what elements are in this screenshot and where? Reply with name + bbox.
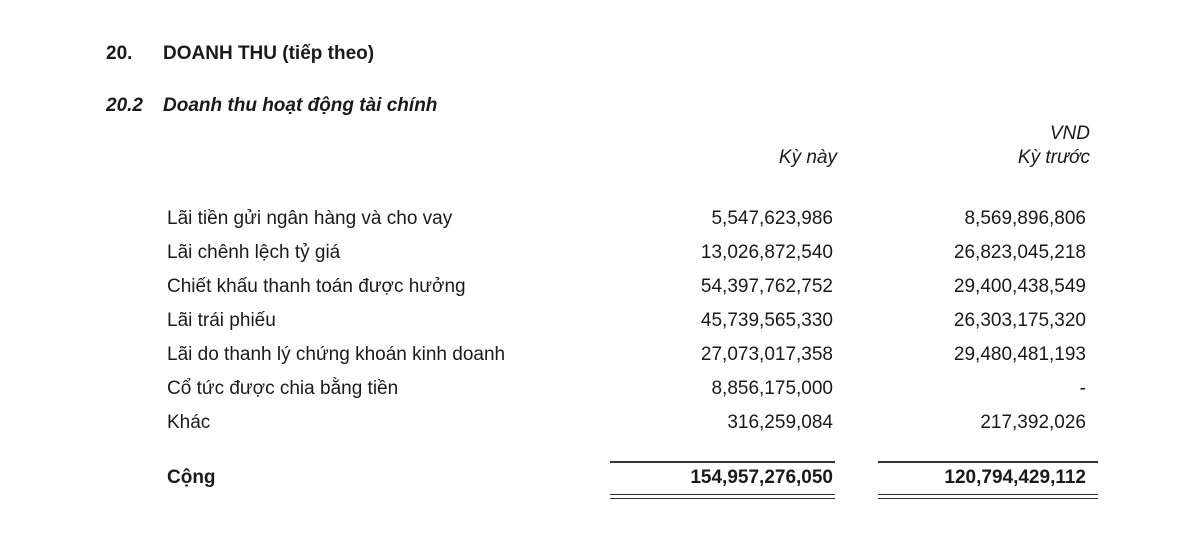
- total-top-rule-previous: [878, 461, 1098, 463]
- section-title: DOANH THU (tiếp theo): [163, 43, 375, 64]
- row-previous-value: -: [1079, 378, 1086, 399]
- table-row: [0, 242, 1200, 276]
- row-current-value: 316,259,084: [727, 412, 833, 433]
- table-row: [0, 412, 1200, 446]
- total-double-rule-previous-1: [878, 494, 1098, 495]
- total-label: Cộng: [167, 467, 216, 488]
- row-label: Khác: [167, 412, 211, 433]
- total-double-rule-current-2: [610, 498, 835, 499]
- total-top-rule-current: [610, 461, 835, 463]
- total-current-value: 154,957,276,050: [690, 467, 833, 488]
- row-label: Lãi chênh lệch tỷ giá: [167, 242, 341, 263]
- total-double-rule-current-1: [610, 494, 835, 495]
- row-current-value: 13,026,872,540: [700, 242, 833, 263]
- row-previous-value: 8,569,896,806: [964, 208, 1086, 229]
- row-previous-value: 217,392,026: [980, 412, 1086, 433]
- row-label: Lãi tiền gửi ngân hàng và cho vay: [167, 208, 453, 229]
- currency-unit: VND: [1049, 123, 1090, 144]
- table-row: [0, 276, 1200, 310]
- row-label: Lãi trái phiếu: [167, 310, 276, 331]
- row-label: Chiết khấu thanh toán được hưởng: [167, 276, 466, 297]
- row-previous-value: 29,480,481,193: [953, 344, 1086, 365]
- row-current-value: 45,739,565,330: [700, 310, 833, 331]
- row-previous-value: 29,400,438,549: [953, 276, 1086, 297]
- row-label: Cổ tức được chia bằng tiền: [167, 378, 399, 399]
- table-row: [0, 344, 1200, 378]
- row-current-value: 27,073,017,358: [700, 344, 833, 365]
- column-header-previous: Kỳ trước: [1017, 147, 1090, 168]
- table-row: [0, 310, 1200, 344]
- table-row: [0, 378, 1200, 412]
- row-current-value: 5,547,623,986: [711, 208, 833, 229]
- total-double-rule-previous-2: [878, 498, 1098, 499]
- row-label: Lãi do thanh lý chứng khoán kinh doanh: [167, 344, 506, 365]
- table-row: [0, 208, 1200, 242]
- row-previous-value: 26,823,045,218: [953, 242, 1086, 263]
- subsection-title: Doanh thu hoạt động tài chính: [163, 95, 438, 116]
- subsection-number: 20.2: [106, 95, 143, 116]
- section-number: 20.: [106, 43, 133, 64]
- column-header-current: Kỳ này: [778, 147, 837, 168]
- total-previous-value: 120,794,429,112: [944, 467, 1086, 488]
- total-row: [0, 467, 1200, 501]
- row-current-value: 8,856,175,000: [711, 378, 833, 399]
- row-previous-value: 26,303,175,320: [953, 310, 1086, 331]
- row-current-value: 54,397,762,752: [700, 276, 833, 297]
